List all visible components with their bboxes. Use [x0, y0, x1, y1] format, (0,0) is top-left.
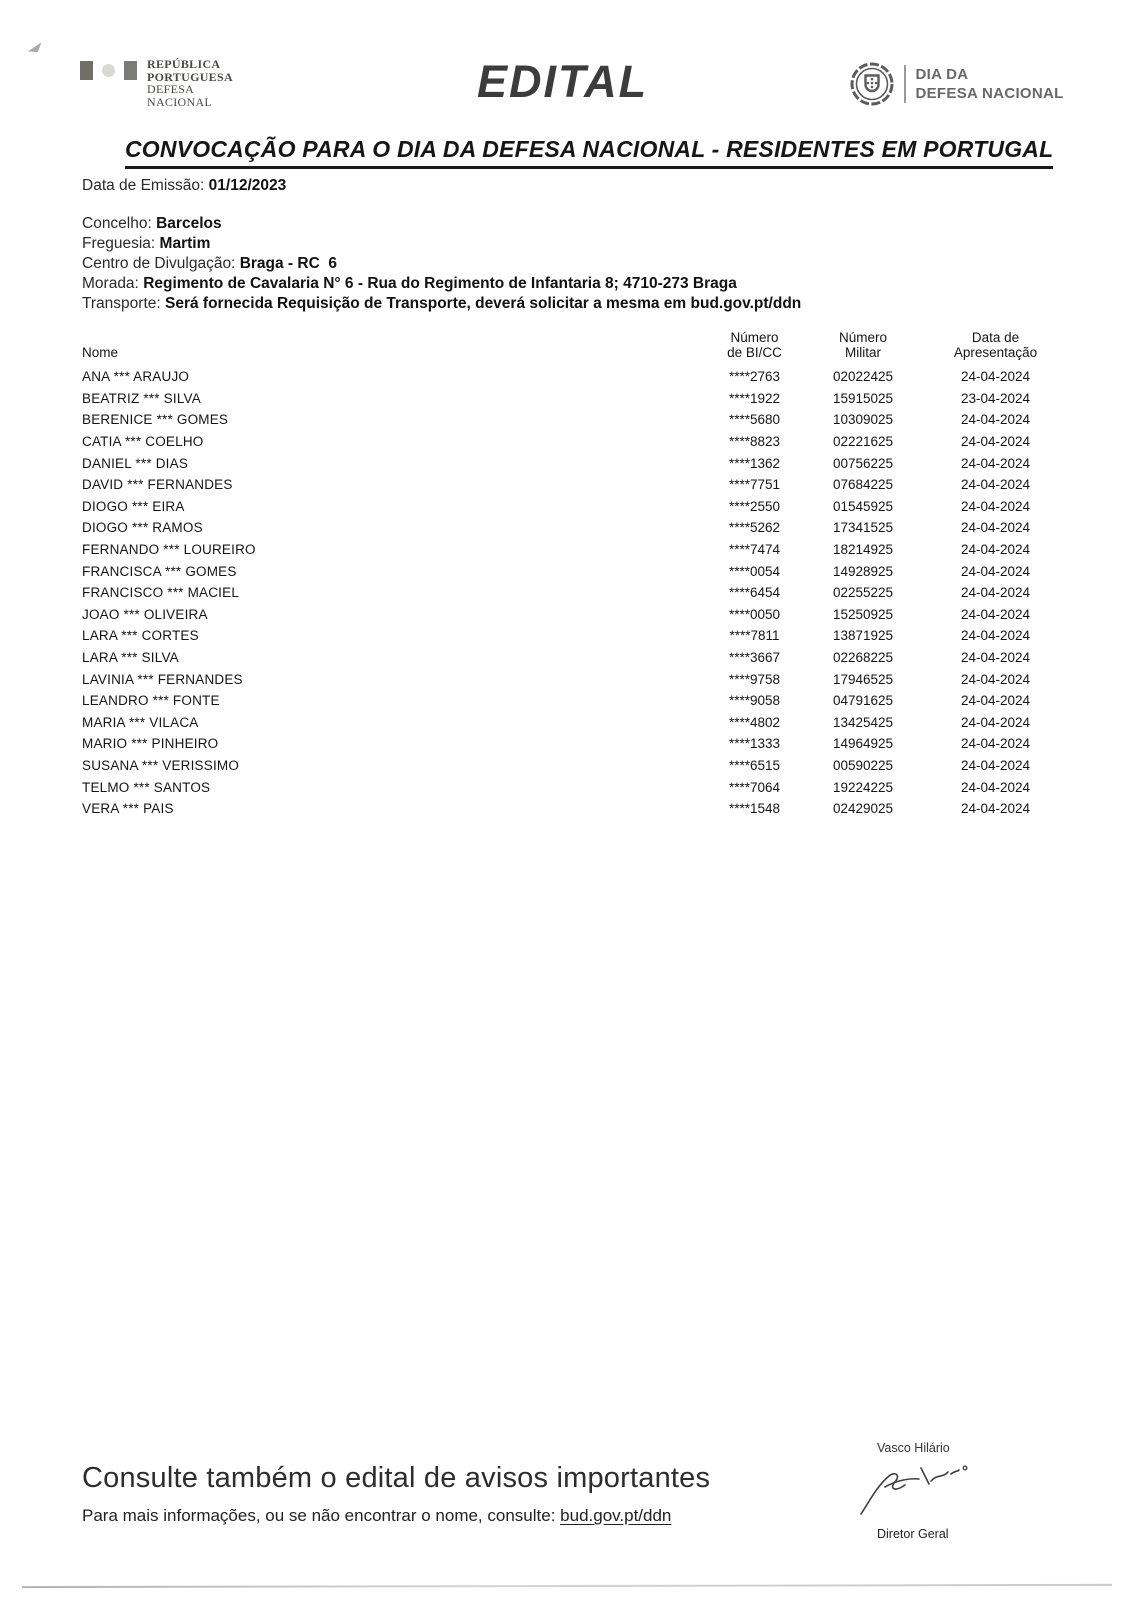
table-row: [82, 582, 1082, 604]
name-cell: DIOGO *** RAMOS: [82, 520, 203, 536]
name-cell: LAVINIA *** FERNANDES: [82, 671, 243, 687]
bicc-cell: ****0054: [728, 563, 781, 579]
logo-text-line: NACIONAL: [147, 94, 213, 109]
col-header-data: [909, 330, 1082, 360]
table-row: [82, 625, 1082, 647]
name-cell: LEANDRO *** FONTE: [82, 693, 220, 709]
military-number-cell: 17946525: [832, 671, 894, 687]
bicc-cell: ****0050: [728, 606, 781, 622]
republica-portuguesa-logo: [80, 58, 233, 108]
presentation-date-cell: 24-04-2024: [960, 369, 1031, 385]
presentation-date-cell: 24-04-2024: [960, 736, 1031, 752]
footer-notice: Consulte também o edital de avisos importantes: [82, 1462, 711, 1494]
table-row: [82, 776, 1082, 798]
location-info-block: [82, 214, 801, 314]
info-label: Transporte:: [82, 295, 161, 312]
table-row: [82, 604, 1082, 626]
republica-logo-text: [147, 58, 233, 108]
table-row: [82, 409, 1082, 431]
issue-date-line: [82, 177, 286, 195]
presentation-date-cell: 24-04-2024: [960, 671, 1031, 687]
ddn-text-line: DEFESA NACIONAL: [915, 85, 1064, 102]
table-row: [82, 452, 1082, 474]
military-number-cell: 10309025: [832, 412, 894, 428]
military-number-cell: 01545925: [832, 498, 894, 514]
presentation-date-cell: 24-04-2024: [960, 779, 1031, 795]
logo-circle-icon: [102, 64, 115, 77]
presentation-date-cell: 24-04-2024: [960, 434, 1031, 450]
military-number-cell: 02221625: [832, 434, 894, 450]
table-row: [82, 668, 1082, 690]
bicc-cell: ****6515: [728, 757, 781, 773]
table-row: [82, 431, 1082, 453]
presentation-date-cell: 24-04-2024: [960, 498, 1031, 514]
info-value: Braga - RC 6: [239, 255, 338, 272]
name-cell: CATIA *** COELHO: [82, 434, 204, 450]
issue-date-label: Data de Emissão:: [82, 177, 205, 194]
presentation-date-cell: 24-04-2024: [960, 563, 1031, 579]
bicc-cell: ****7751: [728, 477, 781, 493]
info-row-morada: [82, 274, 801, 294]
bicc-cell: ****1922: [728, 390, 781, 406]
info-row-concelho: [82, 214, 801, 234]
bicc-cell: ****2763: [728, 369, 781, 385]
info-label: Morada:: [82, 275, 139, 292]
info-value: Martim: [159, 235, 211, 252]
ddn-emblem-icon: [848, 60, 896, 108]
name-cell: BEATRIZ *** SILVA: [82, 390, 201, 406]
footer-info-text: Para mais informações, ou se não encontrar o nome, consulte:: [82, 1506, 561, 1525]
col-header-militar: [817, 330, 909, 360]
ddn-logo-text: [916, 65, 1064, 103]
info-row-centro: [82, 254, 801, 274]
col-header-line: de BI/CC: [727, 345, 782, 360]
info-label: Centro de Divulgação:: [82, 255, 236, 272]
col-header-line: Número: [838, 330, 887, 345]
name-cell: FERNANDO *** LOUREIRO: [82, 542, 256, 558]
table-row: [82, 690, 1082, 712]
military-number-cell: 14964925: [832, 736, 894, 752]
bicc-cell: ****6454: [728, 585, 781, 601]
table-row: [82, 388, 1082, 410]
col-header-line: Militar: [845, 345, 881, 360]
presentation-date-cell: 23-04-2024: [960, 390, 1031, 406]
bicc-cell: ****4802: [728, 714, 781, 730]
info-row-transporte: [82, 294, 801, 314]
col-header-line: Data de: [971, 330, 1020, 345]
col-header-nome: Nome: [82, 345, 119, 360]
table-row: [82, 474, 1082, 496]
bicc-cell: ****5680: [728, 412, 781, 428]
logo-square-dark-icon: [80, 61, 93, 80]
military-number-cell: 15250925: [832, 606, 894, 622]
col-header-line: Número: [730, 330, 779, 345]
signer-name: Vasco Hilário: [877, 1441, 950, 1455]
col-header-line: Apresentação: [953, 345, 1038, 360]
bicc-cell: ****1333: [728, 736, 781, 752]
col-header-bicc: [692, 330, 817, 360]
logo-text-line: REPÚBLICA: [147, 57, 221, 71]
bicc-cell: ****9058: [728, 693, 781, 709]
presentation-date-cell: 24-04-2024: [960, 455, 1031, 471]
ddn-logo-divider: [904, 65, 906, 103]
military-number-cell: 00756225: [832, 455, 894, 471]
name-cell: DIOGO *** EIRA: [82, 498, 185, 514]
logo-text-line: DEFESA: [147, 82, 195, 96]
presentation-date-cell: 24-04-2024: [960, 693, 1031, 709]
document-title: EDITAL: [477, 56, 649, 107]
table-row: [82, 366, 1082, 388]
military-number-cell: 13425425: [832, 714, 894, 730]
bicc-cell: ****1548: [728, 801, 781, 817]
footer-info-line: [82, 1506, 671, 1526]
ddn-logo: [848, 60, 1064, 108]
bicc-cell: ****2550: [728, 498, 781, 514]
table-row: [82, 496, 1082, 518]
presentation-date-cell: 24-04-2024: [960, 585, 1031, 601]
name-cell: JOAO *** OLIVEIRA: [82, 606, 208, 622]
presentation-date-cell: 24-04-2024: [960, 520, 1031, 536]
military-number-cell: 17341525: [832, 520, 894, 536]
info-label: Freguesia:: [82, 235, 156, 252]
name-cell: MARIA *** VILACA: [82, 714, 199, 730]
convocation-table: [82, 330, 1082, 819]
presentation-date-cell: 24-04-2024: [960, 477, 1031, 493]
info-row-freguesia: [82, 234, 801, 254]
military-number-cell: 02022425: [832, 369, 894, 385]
bicc-cell: ****7064: [728, 779, 781, 795]
table-row: [82, 755, 1082, 777]
info-value: Será fornecida Requisição de Transporte, deverá solicitar a mesma em bud.gov.pt/ddn: [165, 295, 802, 312]
bicc-cell: ****8823: [728, 434, 781, 450]
page-edge-scan-line: [22, 1584, 1112, 1588]
info-value: Barcelos: [156, 215, 222, 232]
presentation-date-cell: 24-04-2024: [960, 714, 1031, 730]
presentation-date-cell: 24-04-2024: [960, 650, 1031, 666]
table-row: [82, 712, 1082, 734]
scan-artifact-mark: [28, 42, 42, 53]
name-cell: MARIO *** PINHEIRO: [82, 736, 219, 752]
convocation-heading: CONVOCAÇÃO PARA O DIA DA DEFESA NACIONAL - RESIDENTES EM PORTUGAL: [125, 136, 1053, 169]
name-cell: LARA *** SILVA: [82, 650, 179, 666]
table-row: [82, 517, 1082, 539]
signer-title: Diretor Geral: [877, 1527, 949, 1541]
ddn-text-line: DIA DA: [915, 66, 969, 83]
bicc-cell: ****1362: [728, 455, 781, 471]
military-number-cell: 19224225: [832, 779, 894, 795]
presentation-date-cell: 24-04-2024: [960, 801, 1031, 817]
military-number-cell: 15915025: [832, 390, 894, 406]
signature-scribble-icon: [855, 1452, 985, 1525]
name-cell: ANA *** ARAUJO: [82, 369, 190, 385]
presentation-date-cell: 24-04-2024: [960, 628, 1031, 644]
name-cell: LARA *** CORTES: [82, 628, 199, 644]
info-value: Regimento de Cavalaria N° 6 - Rua do Regimento de Infantaria 8; 4710-273 Braga: [143, 275, 737, 292]
bicc-cell: ****5262: [728, 520, 781, 536]
military-number-cell: 00590225: [832, 757, 894, 773]
table-row: [82, 798, 1082, 820]
presentation-date-cell: 24-04-2024: [960, 757, 1031, 773]
info-label: Concelho:: [82, 215, 152, 232]
table-row: [82, 733, 1082, 755]
table-row: [82, 560, 1082, 582]
military-number-cell: 02429025: [832, 801, 894, 817]
military-number-cell: 18214925: [832, 542, 894, 558]
logo-text-line: PORTUGUESA: [147, 69, 233, 84]
table-row: [82, 647, 1082, 669]
name-cell: DAVID *** FERNANDES: [82, 477, 233, 493]
military-number-cell: 14928925: [832, 563, 894, 579]
name-cell: VERA *** PAIS: [82, 801, 174, 817]
bicc-cell: ****7811: [729, 628, 780, 644]
presentation-date-cell: 24-04-2024: [960, 412, 1031, 428]
presentation-date-cell: 24-04-2024: [960, 606, 1031, 622]
table-rows-container: [82, 366, 1082, 819]
logo-square-medium-icon: [124, 61, 137, 80]
name-cell: BERENICE *** GOMES: [82, 412, 229, 428]
table-header-row: [82, 330, 1082, 360]
issue-date-value: 01/12/2023: [208, 177, 287, 194]
table-row: [82, 539, 1082, 561]
footer-ddn-link[interactable]: bud.gov.pt/ddn: [560, 1506, 672, 1525]
name-cell: SUSANA *** VERISSIMO: [82, 757, 240, 773]
flag-squares-icon: [80, 61, 137, 80]
military-number-cell: 02268225: [832, 650, 894, 666]
military-number-cell: 02255225: [832, 585, 894, 601]
presentation-date-cell: 24-04-2024: [960, 542, 1031, 558]
military-number-cell: 07684225: [832, 477, 894, 493]
name-cell: TELMO *** SANTOS: [82, 779, 211, 795]
military-number-cell: 04791625: [832, 693, 894, 709]
name-cell: DANIEL *** DIAS: [82, 455, 189, 471]
bicc-cell: ****9758: [728, 671, 781, 687]
bicc-cell: ****3667: [728, 650, 781, 666]
bicc-cell: ****7474: [728, 542, 781, 558]
name-cell: FRANCISCO *** MACIEL: [82, 585, 240, 601]
military-number-cell: 13871925: [832, 628, 894, 644]
name-cell: FRANCISCA *** GOMES: [82, 563, 237, 579]
